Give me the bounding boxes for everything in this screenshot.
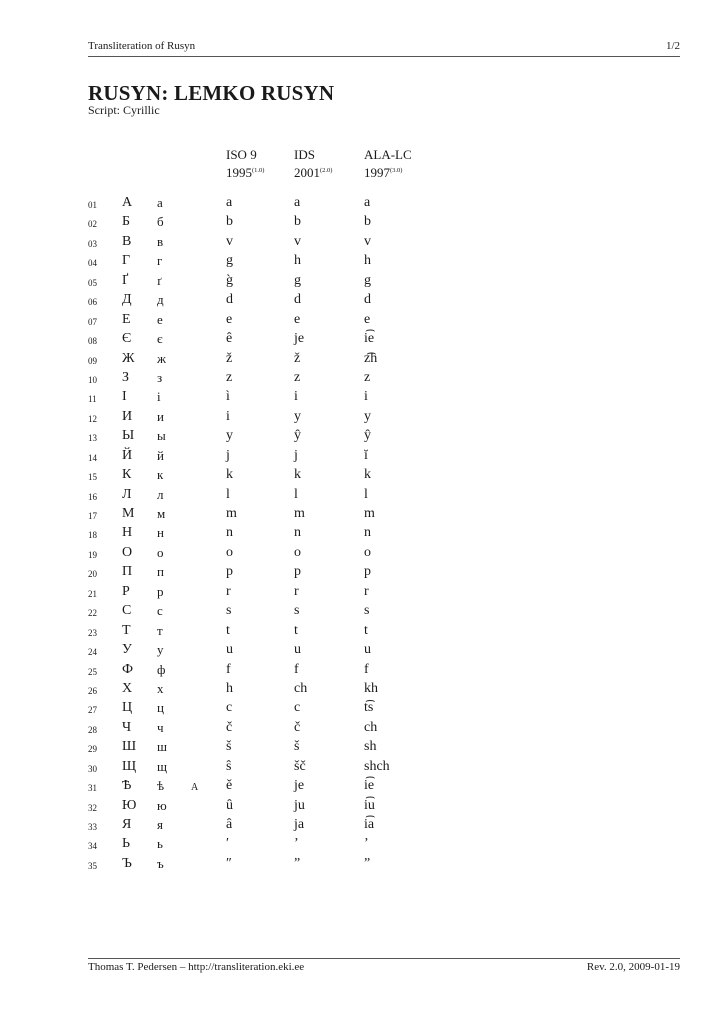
ala-lc-value: t (364, 622, 368, 638)
table-row (0, 621, 725, 640)
cyrillic-lowercase: м (157, 506, 166, 521)
iso9-value: š (226, 739, 232, 755)
cyrillic-uppercase: Ч (122, 719, 132, 735)
cyrillic-uppercase: Л (122, 486, 132, 502)
row-number: 21 (88, 588, 97, 599)
ids-value: je (294, 331, 305, 347)
iso9-value: g (226, 253, 233, 269)
ala-lc-value: ” (364, 855, 371, 871)
row-number: 23 (88, 627, 97, 638)
row-number: 03 (88, 238, 97, 249)
ala-lc-value: r (364, 583, 369, 599)
iso9-value: b (226, 214, 233, 230)
cyrillic-lowercase: т (157, 622, 163, 638)
ala-lc-value: h (364, 253, 371, 269)
iso9-value: s (226, 603, 232, 619)
column-header-name: ALA-LC (364, 147, 412, 162)
cyrillic-lowercase: ь (157, 836, 163, 852)
ala-lc-value: z͡h (364, 350, 378, 366)
table-row (0, 660, 725, 679)
row-number: 35 (88, 860, 97, 871)
row-number: 20 (88, 569, 97, 580)
ala-lc-value: u (364, 642, 371, 658)
ids-value: p (294, 564, 301, 580)
ids-value: l (294, 486, 298, 502)
column-header-year: 2001 (294, 165, 320, 180)
cyrillic-uppercase: Ш (122, 739, 137, 755)
iso9-value: â (226, 817, 233, 832)
ala-lc-value: g (364, 272, 371, 288)
cyrillic-uppercase: С (122, 603, 132, 619)
iso9-value: a (226, 195, 233, 210)
column-header-version: (2.0) (320, 167, 333, 174)
cyrillic-uppercase: К (122, 467, 132, 483)
ids-value: j (294, 447, 298, 463)
iso9-value: ě (226, 778, 233, 794)
ala-lc-value: sh (364, 739, 377, 755)
ids-value: y (294, 408, 301, 424)
ala-lc-value: i͡e (364, 331, 375, 347)
ala-lc-value: a (364, 195, 371, 210)
row-number: 17 (88, 511, 97, 521)
iso9-value: ′ (226, 836, 230, 852)
table-row (0, 232, 725, 251)
table-row (0, 193, 725, 212)
cyrillic-uppercase: Ф (122, 661, 134, 677)
table-row (0, 485, 725, 504)
ids-value: ju (294, 797, 305, 813)
cyrillic-uppercase: Б (122, 214, 131, 230)
footer-author-url: Thomas T. Pedersen – http://transliteration.eki.ee (88, 961, 305, 973)
cyrillic-lowercase: а (157, 195, 163, 210)
column-header-name: ISO 9 (226, 147, 257, 162)
row-number: 25 (88, 666, 97, 677)
cyrillic-uppercase: Х (122, 680, 133, 696)
row-number: 08 (88, 336, 97, 347)
cyrillic-uppercase: А (122, 195, 133, 210)
ala-lc-value: shch (364, 758, 390, 774)
iso9-value: l (226, 486, 230, 502)
iso9-value: j (226, 447, 230, 463)
footer-revision: Rev. 2.0, 2009-01-19 (586, 961, 680, 973)
column-header-iso9 (226, 147, 264, 181)
ids-value: d (294, 292, 301, 308)
table-row (0, 310, 725, 329)
header-divider (88, 56, 680, 57)
ids-value: c (294, 700, 301, 716)
table-row (0, 601, 725, 620)
ids-value: ’ (294, 836, 299, 852)
cyrillic-lowercase: г (157, 253, 163, 269)
cyrillic-uppercase: П (122, 564, 133, 580)
table-row (0, 679, 725, 698)
iso9-value: t (226, 622, 230, 638)
ala-lc-value: ĭ (364, 447, 368, 463)
iso9-value: k (226, 467, 233, 483)
cyrillic-uppercase: И (122, 408, 133, 424)
ids-value: r (294, 583, 299, 599)
column-header-version: (1.0) (252, 167, 265, 174)
column-header-version: (3.0) (390, 167, 403, 174)
cyrillic-uppercase: Н (122, 525, 133, 541)
cyrillic-lowercase: о (157, 544, 164, 560)
cyrillic-uppercase: Ґ (122, 272, 129, 288)
iso9-value: e (226, 311, 233, 327)
iso9-value: i (226, 408, 230, 424)
ala-lc-value: s (364, 603, 370, 619)
cyrillic-uppercase: М (122, 506, 135, 521)
iso9-value: r (226, 583, 231, 599)
ids-value: ŷ (294, 428, 301, 444)
ids-value: u (294, 642, 301, 658)
row-number: 10 (88, 374, 97, 385)
iso9-value: ê (226, 331, 233, 347)
row-number: 30 (88, 763, 97, 774)
column-header-year: 1995 (226, 165, 252, 180)
footer-divider (88, 958, 680, 959)
cyrillic-uppercase: Ъ (122, 855, 132, 871)
table-row (0, 698, 725, 717)
cyrillic-lowercase: в (157, 233, 164, 249)
ids-value: ž (294, 350, 301, 366)
iso9-value: f (226, 661, 231, 677)
table-row (0, 407, 725, 426)
ids-value: ch (294, 680, 308, 696)
cyrillic-uppercase: У (122, 642, 132, 658)
ids-value: i (294, 389, 298, 405)
cyrillic-lowercase: щ (157, 758, 168, 774)
cyrillic-uppercase: Ю (122, 797, 137, 813)
cyrillic-lowercase: ч (157, 719, 164, 735)
ala-lc-value: b (364, 214, 371, 230)
ids-value: g (294, 272, 301, 288)
row-number: 01 (88, 200, 97, 210)
cyrillic-uppercase: Е (122, 311, 131, 327)
cyrillic-lowercase: і (157, 389, 161, 405)
table-row (0, 368, 725, 387)
ala-lc-value: i͡u (364, 797, 375, 813)
cyrillic-uppercase: Й (122, 447, 133, 463)
table-row (0, 543, 725, 562)
table-row (0, 815, 725, 834)
ala-lc-value: v (364, 233, 371, 249)
header-page-number: 1/2 (665, 40, 680, 52)
row-number: 31 (88, 783, 97, 794)
row-number: 02 (88, 219, 97, 230)
row-number: 22 (88, 608, 97, 619)
row-number: 18 (88, 530, 97, 541)
row-number: 26 (88, 685, 97, 696)
ala-lc-value: m (364, 506, 375, 521)
table-row (0, 329, 725, 348)
iso9-value: z (226, 369, 233, 385)
table-row (0, 757, 725, 776)
iso9-value: ŝ (226, 758, 232, 774)
table-row (0, 271, 725, 290)
iso9-value: u (226, 642, 233, 658)
table-row (0, 251, 725, 270)
ids-value: č (294, 719, 301, 735)
row-number: 19 (88, 549, 97, 560)
row-number: 27 (88, 705, 97, 716)
iso9-value: h (226, 680, 233, 696)
iso9-value: m (226, 506, 237, 521)
cyrillic-lowercase: х (157, 680, 164, 696)
header-document-title: Transliteration of Rusyn (88, 40, 196, 52)
cyrillic-lowercase: й (157, 447, 164, 463)
table-row (0, 426, 725, 445)
ala-lc-value: kh (364, 680, 378, 696)
ala-lc-value: ch (364, 719, 378, 735)
cyrillic-uppercase: Т (122, 622, 131, 638)
ids-value: o (294, 544, 301, 560)
row-number: 28 (88, 724, 97, 735)
ala-lc-value: z (364, 369, 371, 385)
cyrillic-lowercase: е (157, 311, 163, 327)
cyrillic-uppercase: О (122, 544, 133, 560)
cyrillic-uppercase: Є (122, 331, 132, 347)
row-number: 34 (88, 841, 97, 852)
ala-lc-value: y (364, 408, 371, 424)
cyrillic-lowercase: к (157, 467, 164, 483)
cyrillic-lowercase: ж (157, 350, 166, 366)
row-number: 33 (88, 822, 97, 832)
row-number: 15 (88, 472, 97, 483)
cyrillic-lowercase: ъ (157, 855, 164, 871)
ids-value: š (294, 739, 300, 755)
cyrillic-uppercase: Ж (122, 350, 135, 366)
row-number: 07 (88, 316, 97, 327)
table-row (0, 854, 725, 873)
cyrillic-uppercase: Щ (122, 758, 137, 774)
ala-lc-value: p (364, 564, 371, 580)
table-row (0, 446, 725, 465)
row-number: 13 (88, 433, 97, 444)
iso9-value: o (226, 544, 233, 560)
row-number: 29 (88, 744, 97, 755)
cyrillic-uppercase: Ц (122, 700, 133, 716)
ala-lc-value: o (364, 544, 371, 560)
cyrillic-lowercase: и (157, 408, 164, 424)
row-number: 04 (88, 258, 97, 269)
table-row (0, 718, 725, 737)
ids-value: f (294, 661, 299, 677)
ids-value: b (294, 214, 301, 230)
ala-lc-value: n (364, 525, 371, 541)
row-number: 14 (88, 452, 97, 463)
column-header-name: IDS (294, 147, 315, 162)
iso9-value: ì (226, 389, 230, 405)
cyrillic-lowercase: ґ (157, 272, 162, 288)
row-number: 11 (88, 394, 97, 405)
cyrillic-lowercase: я (157, 817, 163, 832)
column-header-year: 1997 (364, 165, 390, 180)
ala-lc-value: i͡a (364, 817, 375, 832)
row-number: 06 (88, 297, 97, 308)
cyrillic-lowercase: ы (157, 428, 166, 444)
ids-value: k (294, 467, 301, 483)
table-row (0, 640, 725, 659)
table-row (0, 776, 725, 795)
transliteration-table (0, 193, 725, 873)
ids-value: a (294, 195, 301, 210)
cyrillic-uppercase: В (122, 233, 132, 249)
column-header-ala-lc (364, 147, 412, 181)
table-row (0, 796, 725, 815)
table-row (0, 290, 725, 309)
ids-value: t (294, 622, 298, 638)
iso9-value: v (226, 233, 233, 249)
table-row (0, 562, 725, 581)
ala-lc-value: t͡s (364, 700, 374, 716)
ala-lc-value: f (364, 661, 369, 677)
iso9-value: û (226, 797, 233, 813)
cyrillic-uppercase: Ь (122, 836, 131, 852)
cyrillic-lowercase: д (157, 292, 164, 308)
ala-lc-value: d (364, 292, 371, 308)
table-row (0, 523, 725, 542)
cyrillic-lowercase: у (157, 642, 164, 658)
ids-value: s (294, 603, 300, 619)
row-number: 24 (88, 647, 97, 658)
page-title: RUSYN: LEMKO RUSYN (88, 81, 335, 105)
iso9-value: d (226, 292, 233, 308)
ids-value: z (294, 369, 301, 385)
table-row (0, 465, 725, 484)
iso9-value: ž (226, 350, 233, 366)
ids-value: v (294, 233, 301, 249)
cyrillic-uppercase: Г (122, 253, 131, 269)
cyrillic-uppercase: Р (122, 583, 130, 599)
iso9-value: g̀ (226, 272, 233, 288)
cyrillic-uppercase: Ы (122, 428, 135, 444)
ids-value: je (294, 778, 305, 794)
table-row (0, 504, 725, 523)
ids-value: h (294, 253, 301, 269)
cyrillic-lowercase: с (157, 603, 163, 619)
ala-lc-value: i͡e (364, 778, 375, 794)
table-row (0, 212, 725, 231)
cyrillic-uppercase: З (122, 369, 130, 385)
ala-lc-value: k (364, 467, 371, 483)
cyrillic-lowercase: п (157, 564, 164, 580)
ala-lc-value: e (364, 311, 371, 327)
iso9-value: č (226, 719, 233, 735)
cyrillic-lowercase: б (157, 214, 164, 230)
row-number: 12 (88, 413, 97, 424)
ids-value: ” (294, 855, 301, 871)
cyrillic-uppercase: Ѣ (122, 778, 132, 794)
row-number: 05 (88, 277, 97, 288)
ala-lc-value: i (364, 389, 368, 405)
ids-value: šč (294, 758, 306, 774)
cyrillic-lowercase: ю (157, 797, 167, 813)
row-number: 16 (88, 491, 97, 502)
cyrillic-lowercase: р (157, 583, 164, 599)
ala-lc-value: ŷ (364, 428, 371, 444)
cyrillic-lowercase: ш (157, 739, 168, 755)
cyrillic-uppercase: І (122, 389, 127, 405)
page-footer (88, 961, 680, 977)
iso9-value: p (226, 564, 233, 580)
row-number: 09 (88, 355, 97, 366)
table-row (0, 834, 725, 853)
table-row (0, 737, 725, 756)
cyrillic-lowercase: ѣ (157, 778, 165, 794)
page-header (88, 40, 680, 56)
cyrillic-lowercase: є (157, 331, 163, 347)
ids-value: e (294, 311, 301, 327)
row-number: 32 (88, 802, 97, 813)
column-header-ids (294, 147, 332, 181)
script-subtitle: Script: Cyrillic (88, 103, 160, 117)
ala-lc-value: l (364, 486, 368, 502)
ids-value: m (294, 506, 305, 521)
cyrillic-lowercase: л (157, 486, 164, 502)
ids-value: n (294, 525, 301, 541)
cyrillic-lowercase: з (157, 369, 163, 385)
row-note: A (191, 782, 199, 794)
cyrillic-uppercase: Д (122, 292, 132, 308)
table-row (0, 349, 725, 368)
cyrillic-uppercase: Я (122, 817, 132, 832)
ids-value: ja (294, 817, 305, 832)
cyrillic-lowercase: ф (157, 661, 166, 677)
cyrillic-lowercase: н (157, 525, 164, 541)
cyrillic-lowercase: ц (157, 700, 164, 716)
ala-lc-value: ’ (364, 836, 369, 852)
iso9-value: n (226, 525, 233, 541)
iso9-value: ″ (226, 855, 232, 871)
iso9-value: y (226, 428, 233, 444)
table-row (0, 582, 725, 601)
iso9-value: c (226, 700, 233, 716)
table-row (0, 387, 725, 406)
